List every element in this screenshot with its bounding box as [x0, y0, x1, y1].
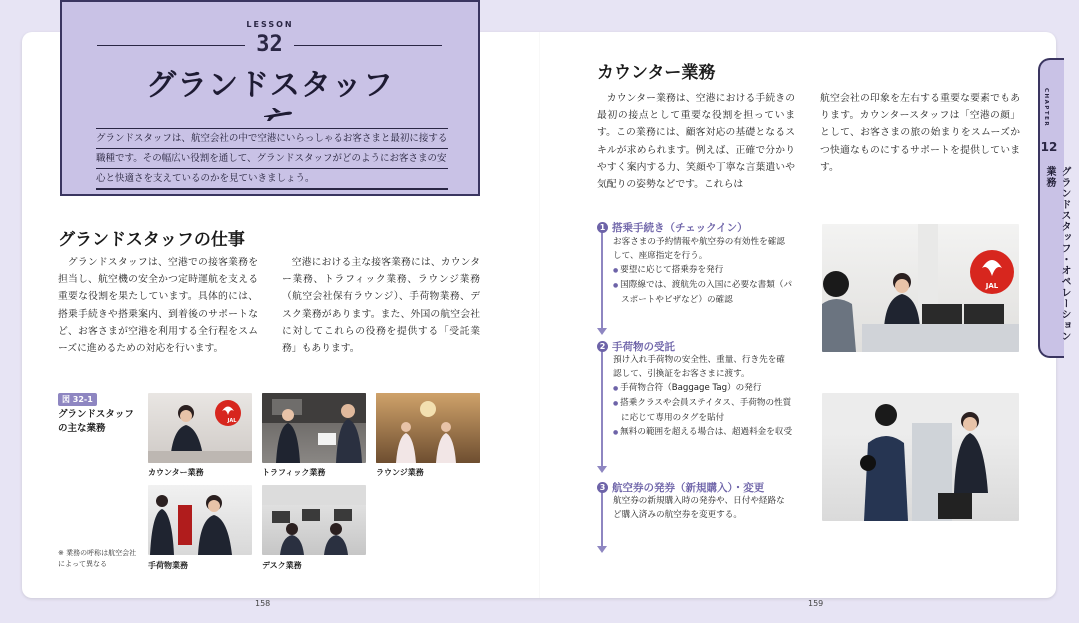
- arrow-down-icon: [597, 466, 607, 473]
- figure-label: 図 32-1: [58, 393, 97, 406]
- lesson-number-row: [97, 32, 442, 56]
- step-connector: [601, 492, 603, 548]
- photo-caption: カウンター業務: [148, 468, 204, 477]
- step-lead: 預け入れ手荷物の安全性、重量、行き先を確認して、引換証をお客さまに渡す。: [613, 355, 785, 379]
- page-number-right: 159: [808, 599, 824, 608]
- jal-logo-text: JAL: [985, 282, 999, 290]
- step-number: 1: [597, 222, 608, 233]
- step-bullet: ● 手荷物合符（Baggage Tag）の発行: [613, 381, 793, 396]
- step-heading: [597, 480, 764, 495]
- body-paragraph: カウンター業務は、空港における手続きの最初の接点として重要な役割を担っています。この業務には、顧客対応の基礎となるスキルが求められます。例えば、正確で分かりやすく案内する力、笑顔や丁寧な言葉遣いや気配りの姿勢などです。これらは: [597, 93, 795, 191]
- lesson-header: [60, 0, 480, 196]
- checkin-counter-photo: [822, 224, 1019, 352]
- step-title: 航空券の発券（新規購入）・変更: [612, 482, 765, 494]
- step-title: 手荷物の受託: [612, 341, 675, 353]
- step-bullet: ● 要望に応じて搭乗券を発行: [613, 263, 793, 278]
- jal-logo-text: JAL: [227, 418, 237, 424]
- step-lead: 航空券の新規購入時の発券や、日付や経路など購入済みの航空券を変更する。: [613, 496, 785, 520]
- arrow-down-icon: [597, 328, 607, 335]
- lesson-label: LESSON: [246, 20, 294, 29]
- step-number: 2: [597, 341, 608, 352]
- body-paragraph: 航空会社の印象を左右する重要な要素でもあります。カウンタースタッフは「空港の顔」として、お客さまの旅の始まりをスムーズかつ快適なものにするサポートを提供しています。: [820, 93, 1020, 173]
- section-title: カウンター業務: [597, 63, 716, 83]
- step-heading: [597, 339, 675, 354]
- step-bullet: ● 無料の範囲を超える場合は、超過料金を収受: [613, 425, 793, 440]
- step-body: [613, 235, 793, 307]
- lounge-photo: [376, 393, 480, 463]
- body-paragraph: グランドスタッフは、空港での接客業務を担当し、航空機の安全かつ定時運航を支える重要な役割を果たしています。具体的には、搭乗手続きや搭乗案内、到着後のサポートなど、お客さまが空港を利用する全行程をスムーズに進めるための対応を行います。: [58, 257, 258, 355]
- lesson-number: 32: [256, 32, 283, 57]
- step-bullet: ● 国際線では、渡航先の入国に必要な書類（パスポートやビザなど）の確認: [613, 278, 793, 307]
- step-body: [613, 353, 793, 440]
- traffic-photo: [262, 393, 366, 463]
- step-heading: [597, 220, 748, 235]
- body-paragraph: 空港における主な接客業務には、カウンター業務、トラフィック業務、ラウンジ業務（航空会社保有ラウンジ）、手荷物業務、デスク業務があります。また、外国の航空会社に対してこれらの役務を提供する「受託業務」もあります。: [282, 257, 480, 355]
- divider: [294, 45, 442, 46]
- chapter-name: グランドスタッフ・オペレーション業務: [1044, 166, 1070, 342]
- lesson-title: グランドスタッフ: [146, 68, 394, 103]
- figure-note: ※ 業務の呼称は航空会社によって異なる: [58, 549, 137, 568]
- divider: [97, 45, 245, 46]
- photo-caption: トラフィック業務: [262, 468, 326, 477]
- figure-caption: グランドスタッフの主な業務: [58, 409, 134, 434]
- photo-caption: 手荷物業務: [148, 561, 188, 570]
- arrow-down-icon: [597, 546, 607, 553]
- photo-caption: デスク業務: [262, 561, 302, 570]
- step-title: 搭乗手続き（チェックイン）: [612, 222, 748, 234]
- step-lead: お客さまの予約情報や航空券の有効性を確認して、座席指定を行う。: [613, 237, 785, 261]
- baggage-photo: [148, 485, 252, 555]
- photo-caption: ラウンジ業務: [376, 468, 424, 477]
- lesson-intro: グランドスタッフは、航空会社の中で空港にいらっしゃるお客さまと最初に接する職種です。その幅広い役割を通して、グランドスタッフがどのようにお客さまの安心と快適さを支えているのかを見ていきましょう。: [96, 128, 448, 190]
- section-title: グランドスタッフの仕事: [58, 230, 245, 250]
- step-number: 3: [597, 482, 608, 493]
- step-bullet: ● 搭乗クラスや会員ステイタス、手荷物の性質に応じて専用のタグを貼付: [613, 396, 793, 425]
- desk-photo: [262, 485, 366, 555]
- step-connector: [601, 232, 603, 328]
- page-number-left: 158: [255, 599, 271, 608]
- step-body: [613, 494, 793, 522]
- chapter-number: 12: [1040, 140, 1058, 154]
- step-connector: [601, 350, 603, 468]
- counter-photo: [148, 393, 252, 463]
- page-gutter: [539, 32, 540, 598]
- airplane-icon: [262, 106, 294, 122]
- chapter-label: CHAPTER: [1043, 88, 1049, 128]
- baggage-counter-photo: [822, 393, 1019, 521]
